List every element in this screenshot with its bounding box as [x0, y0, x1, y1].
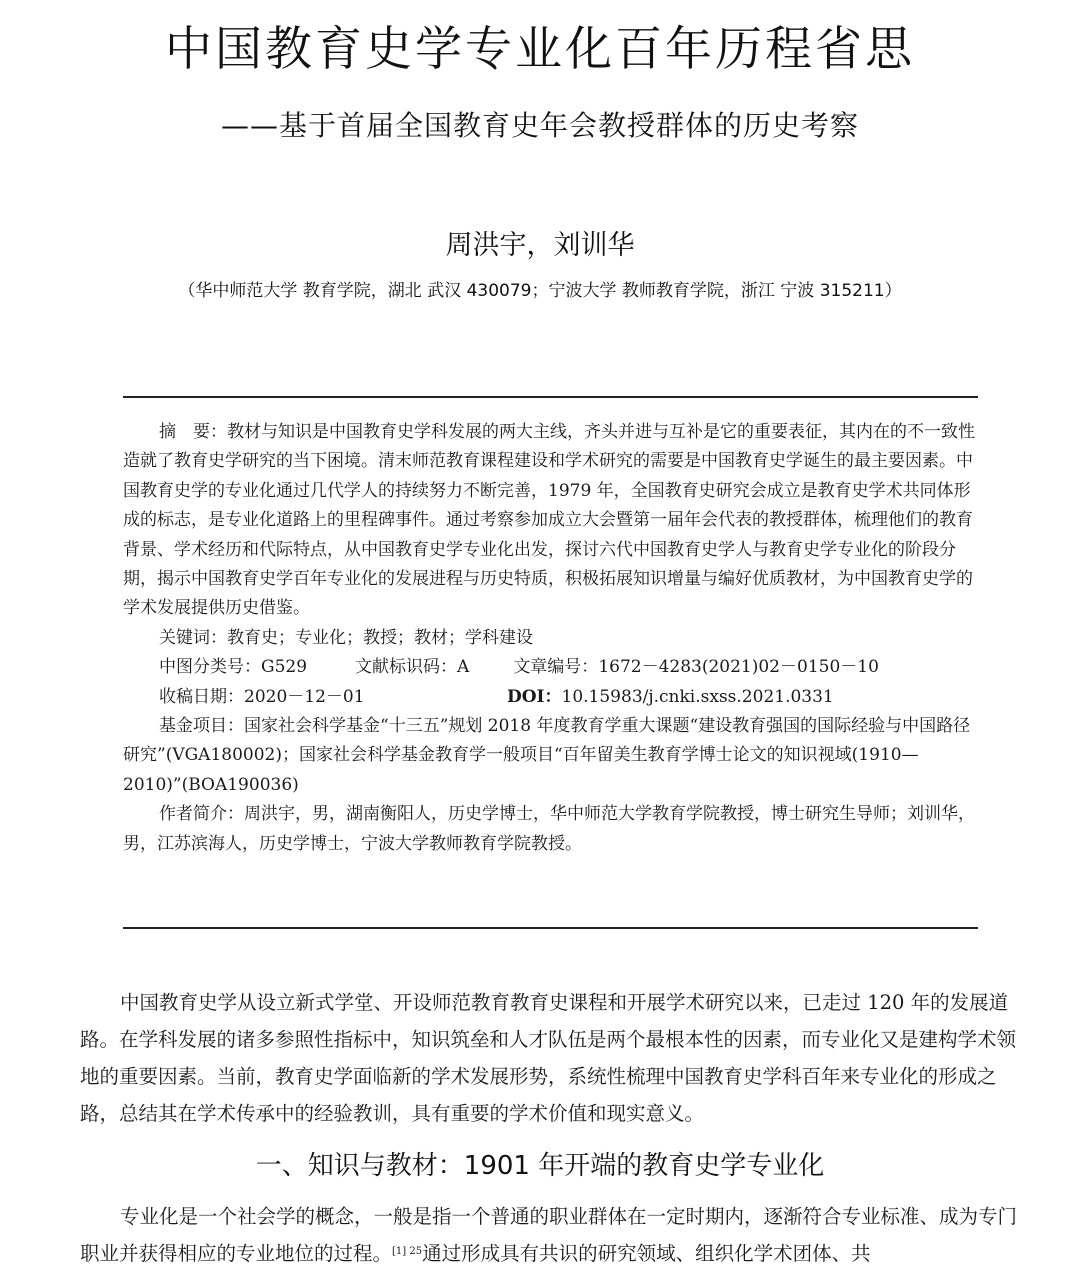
abstract-label: 摘 要：: [159, 422, 227, 442]
author-affiliation: （华中师范大学 教育学院，湖北 武汉 430079；宁波大学 教师教育学院，浙江 宁波 315211）: [178, 281, 902, 301]
doc-code-value: A: [457, 657, 470, 678]
author-bio-text: 周洪宇，男，湖南衡阳人，历史学博士，华中师范大学教育学院教授，博士研究生导师；刘训华，男，江苏滨海人，历史学博士，宁波大学教师教育学院教授。: [123, 804, 975, 854]
section-1-body: [80, 1198, 1020, 1272]
doc-code-label: 文献标识码：: [355, 657, 458, 678]
funding-paragraph: [123, 712, 978, 800]
abstract-bottom-rule: [123, 927, 978, 929]
keywords-line: [123, 624, 978, 653]
doi-value: 10.15983/j.cnki.sxss.2021.0331: [561, 686, 834, 707]
section-1-paragraph: [80, 1198, 1020, 1272]
abstract-text: 教材与知识是中国教育史学科发展的两大主线，齐头并进与互补是它的重要表征，其内在的不一致性造就了教育史学研究的当下困境。清末师范教育课程建设和学术研究的需要是中国教育史学诞生的最主要因素。中国教育史学的专业化通过几代学人的持续努力不断完善，1979 年，全国教育史研究会成立是教育史学术共同体形成的标志，是专业化道路上的里程碑事件。通过考察参加成立大会暨第一届年会代表的教授群体，梳理他们的教育背景、学术经历和代际特点，从中国教育史学专业化出发，探讨六代中国教育史学人与教育史学专业化的阶段分期，揭示中国教育史学百年专业化的发展进程与历史特质，积极拓展知识增量与编好优质教材，为中国教育史学的学术发展提供历史借鉴。: [123, 422, 975, 619]
doi-label: DOI：: [507, 686, 562, 707]
article-number-label: 文章编号：: [513, 657, 599, 678]
paper-subtitle: ——基于首届全国教育史年会教授群体的历史考察: [220, 109, 859, 142]
section-1-text-end: 通过形成具有共识的研究领域、组织化学术团体、共: [422, 1242, 871, 1265]
funding-label: 基金项目：: [159, 716, 244, 737]
section-1-heading: 一、知识与教材：1901 年开端的教育史学专业化: [255, 1151, 825, 1181]
funding-text: 国家社会科学基金“十三五”规划 2018 年度教育学重大课题“建设教育强国的国际经验与中国路径研究”(VGA180002)；国家社会科学基金教育学一般项目“百年留美生教育学博士论文的知识视域(1910—2010)”(BOA190036): [123, 716, 971, 795]
keywords-text: 教育史；专业化；教授；教材；学科建设: [227, 627, 533, 648]
abstract-block: [123, 418, 978, 859]
clc-label: 中图分类号：: [159, 657, 261, 678]
intro-paragraph: 中国教育史学从设立新式学堂、开设师范教育教育史课程和开展学术研究以来，已走过 120 年的发展道路。在学科发展的诸多参照性指标中，知识筑垒和人才队伍是两个最根本性的因素，而专业化又是建构学术领地的重要因素。当前，教育史学面临新的学术发展形势，系统性梳理中国教育史学科百年来专业化的形成之路，总结其在学术传承中的经验教训，具有重要的学术价值和现实意义。: [80, 991, 1017, 1125]
intro-section: [80, 984, 1020, 1132]
received-line: [123, 683, 978, 712]
abstract-paragraph: [123, 418, 978, 624]
received-label: 收稿日期：: [159, 686, 244, 707]
received-value: 2020－12－01: [244, 686, 365, 707]
abstract-top-rule: [123, 396, 978, 398]
paper-title: 中国教育史学专业化百年历程省思: [165, 22, 915, 77]
clc-value: G529: [261, 657, 308, 678]
classification-line: [123, 653, 978, 682]
article-number-value: 1672－4283(2021)02－0150－10: [598, 657, 879, 678]
author-bio-label: 作者简介：: [159, 804, 244, 825]
author-bio-paragraph: [123, 800, 978, 859]
keywords-label: 关键词：: [159, 627, 227, 648]
section-1-text-start: 专业化是一个社会学的概念，一般是指一个普通的职业群体在一定时期内，逐渐符合专业标准、成为专门职业并获得相应的专业地位的过程。: [80, 1205, 1018, 1265]
author-names: 周洪宇，刘训华: [445, 230, 635, 261]
citation-mark: [1] 25: [392, 1246, 423, 1257]
